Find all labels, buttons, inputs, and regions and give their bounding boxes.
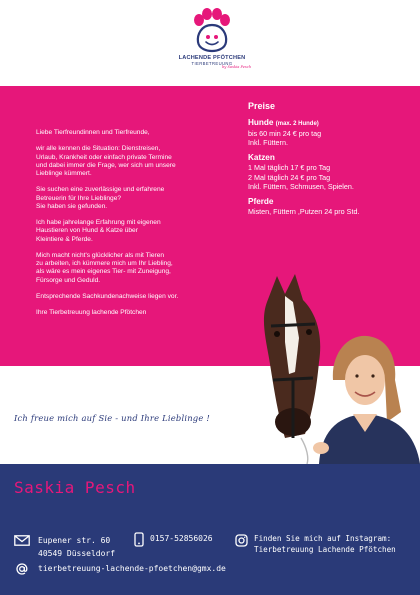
price-line: 1 Mal täglich 17 € pro Tag: [248, 163, 331, 173]
price-section-title: [248, 118, 416, 129]
hunde-note: (max. 2 Hunde): [275, 121, 319, 127]
prices-heading: Preise: [248, 101, 276, 111]
logo-subtitle: TIERBETREUUNG: [191, 61, 233, 66]
tagline: Ich freue mich auf Sie - und Ihre Lieblinge !: [14, 413, 210, 423]
hunde-title: Hunde: [248, 118, 274, 127]
address: [38, 534, 115, 560]
price-list: [248, 101, 416, 216]
owner-name: Saskia Pesch: [14, 478, 136, 497]
letter-paragraph: Liebe Tierfreundinnen und Tierfreunde,: [36, 129, 150, 136]
letter-paragraph: Sie suchen eine zuverlässige und erfahrene Betreuerin für Ihre Lieblinge? Sie haben sie gefunden.: [36, 186, 165, 210]
letter-paragraph: Ihre Tierbetreuung lachende Pfötchen: [36, 309, 147, 317]
price-line: Inkl. Füttern, Schmusen, Spielen.: [248, 181, 354, 191]
instagram-info: [254, 533, 418, 555]
price-line: Inkl. Füttern.: [248, 138, 288, 148]
instagram-icon: [235, 534, 248, 547]
at-icon: [16, 563, 28, 575]
envelope-icon: [14, 535, 30, 546]
price-line: bis 60 min 24 € pro tag: [248, 129, 322, 138]
instagram-line1: Finden Sie mich auf Instagram:: [254, 534, 392, 543]
logo: [172, 8, 252, 84]
pferde-title: Pferde: [248, 197, 274, 207]
phone-icon: [134, 532, 144, 547]
address-street: Eupener str. 60: [38, 536, 111, 545]
katzen-title: Katzen: [248, 153, 275, 163]
letter-paragraph: Mich macht nicht's glücklicher als mit Tieren zu arbeiten, ich kümmere mich um Ihr Liebling, als wäre es mein eigenes Tier- mit Zuneigung, Fürsorge und Geduld.: [36, 251, 173, 284]
letter-text: [36, 129, 236, 326]
photo-woman-with-horse: [255, 262, 420, 464]
letter-paragraph: Entsprechende Sachkundenachweise liegen vor.: [36, 292, 179, 300]
phone-number[interactable]: 0157-52856026: [150, 534, 213, 543]
logo-script: by Saskia Pesch: [222, 65, 252, 69]
letter-paragraph: Ich habe jahrelange Erfahrung mit eigenen Haustieren von Hund & Katze über Kleintiere & Pferde.: [36, 219, 161, 243]
letter-paragraph: wir alle kennen die Situation: Dienstreisen, Urlaub, Krankheit oder einfach private Termine und dabei immer die Frage, wer sich um unsere Lieblinge kümmert.: [36, 145, 176, 177]
paw-icon: [189, 8, 235, 54]
price-line: Misten, Füttern ,Putzen 24 pro Std.: [248, 207, 360, 217]
price-line: 2 Mal täglich 24 € pro Tag: [248, 172, 331, 182]
footer: [0, 464, 420, 595]
address-city: 40549 Düsseldorf: [38, 549, 116, 558]
email-address[interactable]: tierbetreuung-lachende-pfoetchen@gmx.de: [38, 564, 226, 573]
logo-title: LACHENDE PFÖTCHEN: [178, 55, 246, 61]
instagram-line2[interactable]: Tierbetreuung Lachende Pfötchen: [254, 545, 396, 554]
